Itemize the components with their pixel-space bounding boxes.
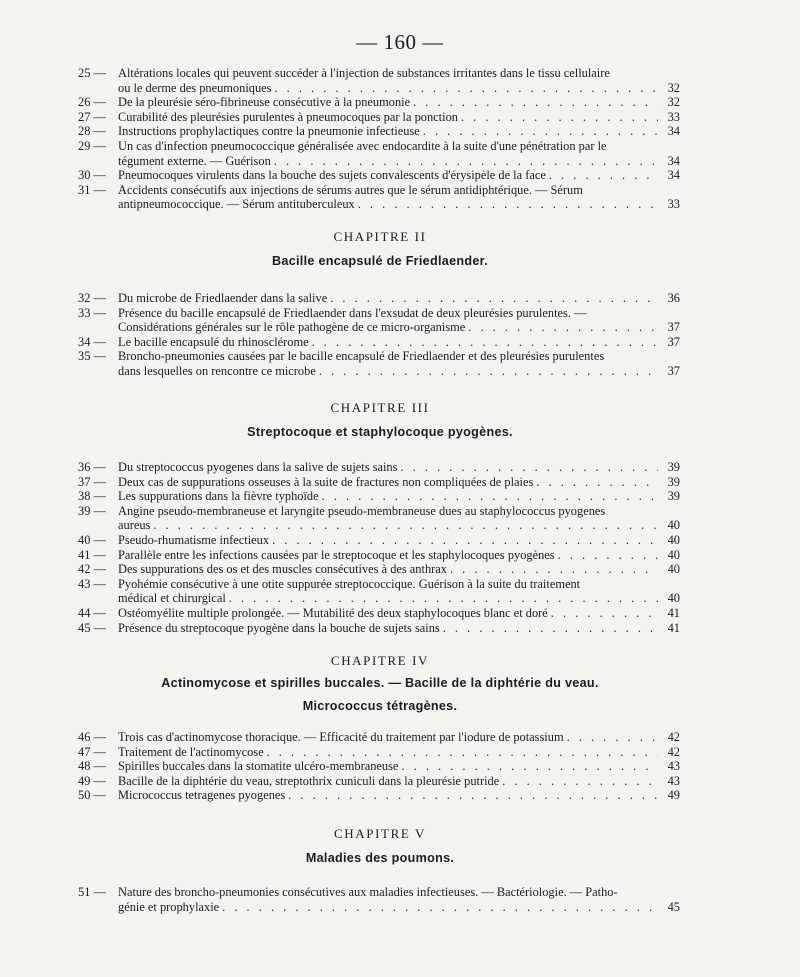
toc-entry [78, 489, 680, 504]
dot-leader [400, 460, 658, 475]
entry-list [78, 885, 680, 914]
dot-leader [443, 621, 658, 636]
dot-leader [319, 364, 658, 379]
toc-entry [78, 533, 680, 548]
dot-leader [274, 154, 658, 169]
dot-leader [274, 81, 658, 96]
entry-page-number: 42 [667, 744, 680, 759]
entry-page-number: 40 [667, 591, 680, 606]
entry-text: Des suppurations des os et des muscles consécutives à des anthrax [118, 562, 447, 577]
toc-entry [78, 168, 680, 183]
toc-entry [78, 774, 680, 789]
dot-leader [450, 562, 658, 577]
entry-number: 38 — [78, 489, 106, 504]
chapter-title: Streptocoque et staphylocoque pyogènes. [247, 425, 513, 439]
entry-number: 25 — [78, 66, 106, 80]
toc-entry [78, 306, 680, 335]
entry-page-number: 34 [667, 153, 680, 168]
entry-text: Du microbe de Friedlaender dans la salive [118, 291, 328, 305]
toc-entry [78, 788, 680, 803]
entry-text: Ostéomyélite multiple prolongée. — Mutabilité des deux staphylocoques blanc et doré [118, 605, 548, 620]
entry-text: ou le derme des pneumoniques [118, 80, 272, 95]
entry-text: Traitement de l'actinomycose [118, 744, 264, 759]
toc-entry [78, 562, 680, 577]
entry-page-number: 40 [667, 562, 680, 577]
entry-page-number: 40 [667, 532, 680, 547]
entry-text: Deux cas de suppurations osseuses à la suite de fractures non compliquées de plaies [118, 474, 534, 489]
entry-number: 28 — [78, 124, 106, 139]
entry-text: génie et prophylaxie [118, 899, 220, 914]
dot-leader [330, 291, 658, 306]
entry-number: 29 — [78, 138, 106, 153]
toc-entry [78, 621, 680, 636]
entry-number: 42 — [78, 562, 106, 577]
entry-text: Les suppurations dans la fièvre typhoïde [118, 489, 319, 504]
toc-entry [78, 759, 680, 774]
entry-number: 37 — [78, 474, 106, 489]
entry-text: Considérations générales sur le rôle pathogène de ce micro-organisme [118, 320, 466, 335]
dot-leader [312, 335, 658, 350]
entry-text-line: Un cas d'infection pneumococcique généralisée avec endocardite à la suite d'une pénétration par le [118, 138, 607, 153]
entry-text: aureus [118, 518, 151, 533]
toc-entry [78, 548, 680, 563]
entry-text-line: Pyohémie consécutive à une otite suppurée streptococcique. Guérison à la suite du traitement [118, 576, 581, 591]
dot-leader [468, 320, 658, 335]
entry-page-number: 49 [667, 788, 680, 803]
entry-text: De la pleurésie séro-fibrineuse consécutive à la pneumonie [118, 95, 411, 110]
toc-entry [78, 504, 680, 533]
entry-number: 35 — [78, 349, 106, 364]
entry-text-line: Accidents consécutifs aux injections de sérums autres que le sérum antidiphtérique. — Sérum [118, 182, 583, 197]
toc-entry [78, 291, 680, 306]
entry-text: Curabilité des pleurésies purulentes à pneumocoques par la ponction [118, 109, 458, 124]
dot-leader [401, 759, 658, 774]
entry-text: Du streptococcus pyogenes dans la salive de sujets sains [118, 460, 398, 474]
entry-number: 49 — [78, 773, 106, 788]
dot-leader [267, 745, 658, 760]
entry-page-number: 39 [667, 460, 680, 474]
toc-entry [78, 885, 680, 914]
entry-list [78, 730, 680, 803]
entry-number: 47 — [78, 744, 106, 759]
chapter-title: Bacille encapsulé de Friedlaender. [272, 254, 488, 268]
page-number: — 160 — [356, 30, 444, 54]
entry-page-number: 37 [667, 334, 680, 349]
entry-text-line: Altérations locales qui peuvent succéder à l'injection de substances irritantes dans le tissu cellulaire [118, 66, 610, 80]
entry-number: 36 — [78, 460, 106, 474]
entry-page-number: 33 [667, 109, 680, 124]
toc-entry [78, 335, 680, 350]
entry-number: 50 — [78, 788, 106, 803]
chapter-heading: CHAPITRE III [330, 400, 430, 415]
entry-page-number: 33 [667, 197, 680, 212]
entry-page-number: 39 [667, 489, 680, 504]
entry-text: tégument externe. — Guérison [118, 153, 271, 168]
dot-leader [272, 533, 658, 548]
entry-list [78, 460, 680, 635]
chapter-subtitle: Micrococcus tétragènes. [302, 699, 458, 713]
chapter-title: Actinomycose et spirilles buccales. — Bacille de la diphtérie du veau. [161, 676, 599, 690]
entry-page-number: 39 [667, 474, 680, 489]
entry-number: 33 — [78, 305, 106, 320]
dot-leader [502, 774, 658, 789]
toc-entry [78, 475, 680, 490]
dot-leader [153, 518, 658, 533]
entry-text: antipneumococcique. — Sérum antituberculeux [118, 197, 355, 212]
entry-number: 26 — [78, 95, 106, 110]
toc-entry [78, 183, 680, 212]
entry-text: Parallèle entre les infections causées par le streptocoque et les staphylocoques pyogènes [118, 547, 555, 562]
entry-number: 27 — [78, 109, 106, 124]
toc-entry [78, 577, 680, 606]
entry-text: Micrococcus tetragenes pyogenes [118, 788, 286, 803]
entry-text-line: Broncho-pneumonies causées par le bacille encapsulé de Friedlaender et des pleurésies purulentes [118, 349, 605, 364]
dot-leader [288, 788, 658, 803]
entry-page-number: 40 [667, 547, 680, 562]
entry-page-number: 45 [667, 899, 680, 914]
entry-page-number: 32 [667, 80, 680, 95]
dot-leader [358, 197, 658, 212]
dot-leader [222, 900, 658, 915]
chapter-title: Maladies des poumons. [305, 851, 455, 865]
entry-text: Bacille de la diphtérie du veau, streptothrix cuniculi dans la pleurésie putride [118, 773, 500, 788]
entry-list [78, 66, 680, 212]
entry-text: Spirilles buccales dans la stomatite ulcéro-membraneuse [118, 759, 399, 774]
entry-number: 40 — [78, 532, 106, 547]
dot-leader [229, 591, 658, 606]
entry-number: 46 — [78, 730, 106, 744]
dot-leader [423, 124, 658, 139]
entry-list [78, 291, 680, 379]
entry-number: 51 — [78, 885, 106, 899]
entry-page-number: 37 [667, 363, 680, 378]
dot-leader [549, 168, 658, 183]
toc-entry [78, 349, 680, 378]
entry-page-number: 42 [667, 730, 680, 744]
toc-entry [78, 606, 680, 621]
entry-text: Pneumocoques virulents dans la bouche des sujets convalescents d'érysipèle de la face [118, 168, 546, 183]
dot-leader [567, 730, 658, 745]
entry-text: Trois cas d'actinomycose thoracique. — Efficacité du traitement par l'iodure de potassium [118, 730, 564, 744]
entry-page-number: 34 [667, 124, 680, 139]
dot-leader [461, 110, 658, 125]
dot-leader [413, 95, 658, 110]
dot-leader [322, 489, 658, 504]
entry-text: Le bacille encapsulé du rhinosclérome [118, 334, 309, 349]
entry-page-number: 40 [667, 518, 680, 533]
entry-text-line: Nature des broncho-pneumonies consécutives aux maladies infectieuses. — Bactériologie. — Patho- [118, 885, 618, 899]
dot-leader [536, 475, 658, 490]
toc-entry [78, 745, 680, 760]
entry-text: Instructions prophylactiques contre la pneumonie infectieuse [118, 124, 420, 139]
entry-text: dans lesquelles on rencontre ce microbe [118, 363, 316, 378]
chapter-heading: CHAPITRE IV [330, 653, 430, 668]
entry-number: 32 — [78, 291, 106, 305]
toc-entry [78, 66, 680, 95]
entry-number: 41 — [78, 547, 106, 562]
entry-page-number: 41 [667, 620, 680, 635]
entry-number: 43 — [78, 576, 106, 591]
entry-text-line: Angine pseudo-membraneuse et laryngite pseudo-membraneuse dues au staphylococcus pyogenes [118, 503, 606, 518]
dot-leader [558, 548, 658, 563]
entry-number: 45 — [78, 620, 106, 635]
entry-page-number: 34 [667, 168, 680, 183]
entry-number: 48 — [78, 759, 106, 774]
entry-page-number: 43 [667, 759, 680, 774]
toc-entry [78, 110, 680, 125]
entry-page-number: 36 [667, 291, 680, 305]
entry-page-number: 37 [667, 320, 680, 335]
toc-entry [78, 124, 680, 139]
entry-number: 30 — [78, 168, 106, 183]
toc-entry [78, 730, 680, 745]
entry-page-number: 43 [667, 773, 680, 788]
entry-number: 39 — [78, 503, 106, 518]
entry-number: 44 — [78, 605, 106, 620]
chapter-heading: CHAPITRE II [333, 229, 427, 244]
entry-text: Pseudo-rhumatisme infectieux [118, 532, 270, 547]
entry-page-number: 41 [667, 605, 680, 620]
entry-number: 34 — [78, 334, 106, 349]
entry-page-number: 32 [667, 95, 680, 110]
toc-entry [78, 95, 680, 110]
dot-leader [551, 606, 658, 621]
entry-text: médical et chirurgical [118, 591, 226, 606]
toc-entry [78, 139, 680, 168]
entry-text: Présence du streptocoque pyogène dans la bouche de sujets sains [118, 620, 440, 635]
entry-number: 31 — [78, 182, 106, 197]
toc-entry [78, 460, 680, 475]
chapter-heading: CHAPITRE V [334, 826, 426, 841]
entry-text-line: Présence du bacille encapsulé de Friedlaender dans l'exsudat de deux pleurésies purulentes. — [118, 305, 587, 320]
